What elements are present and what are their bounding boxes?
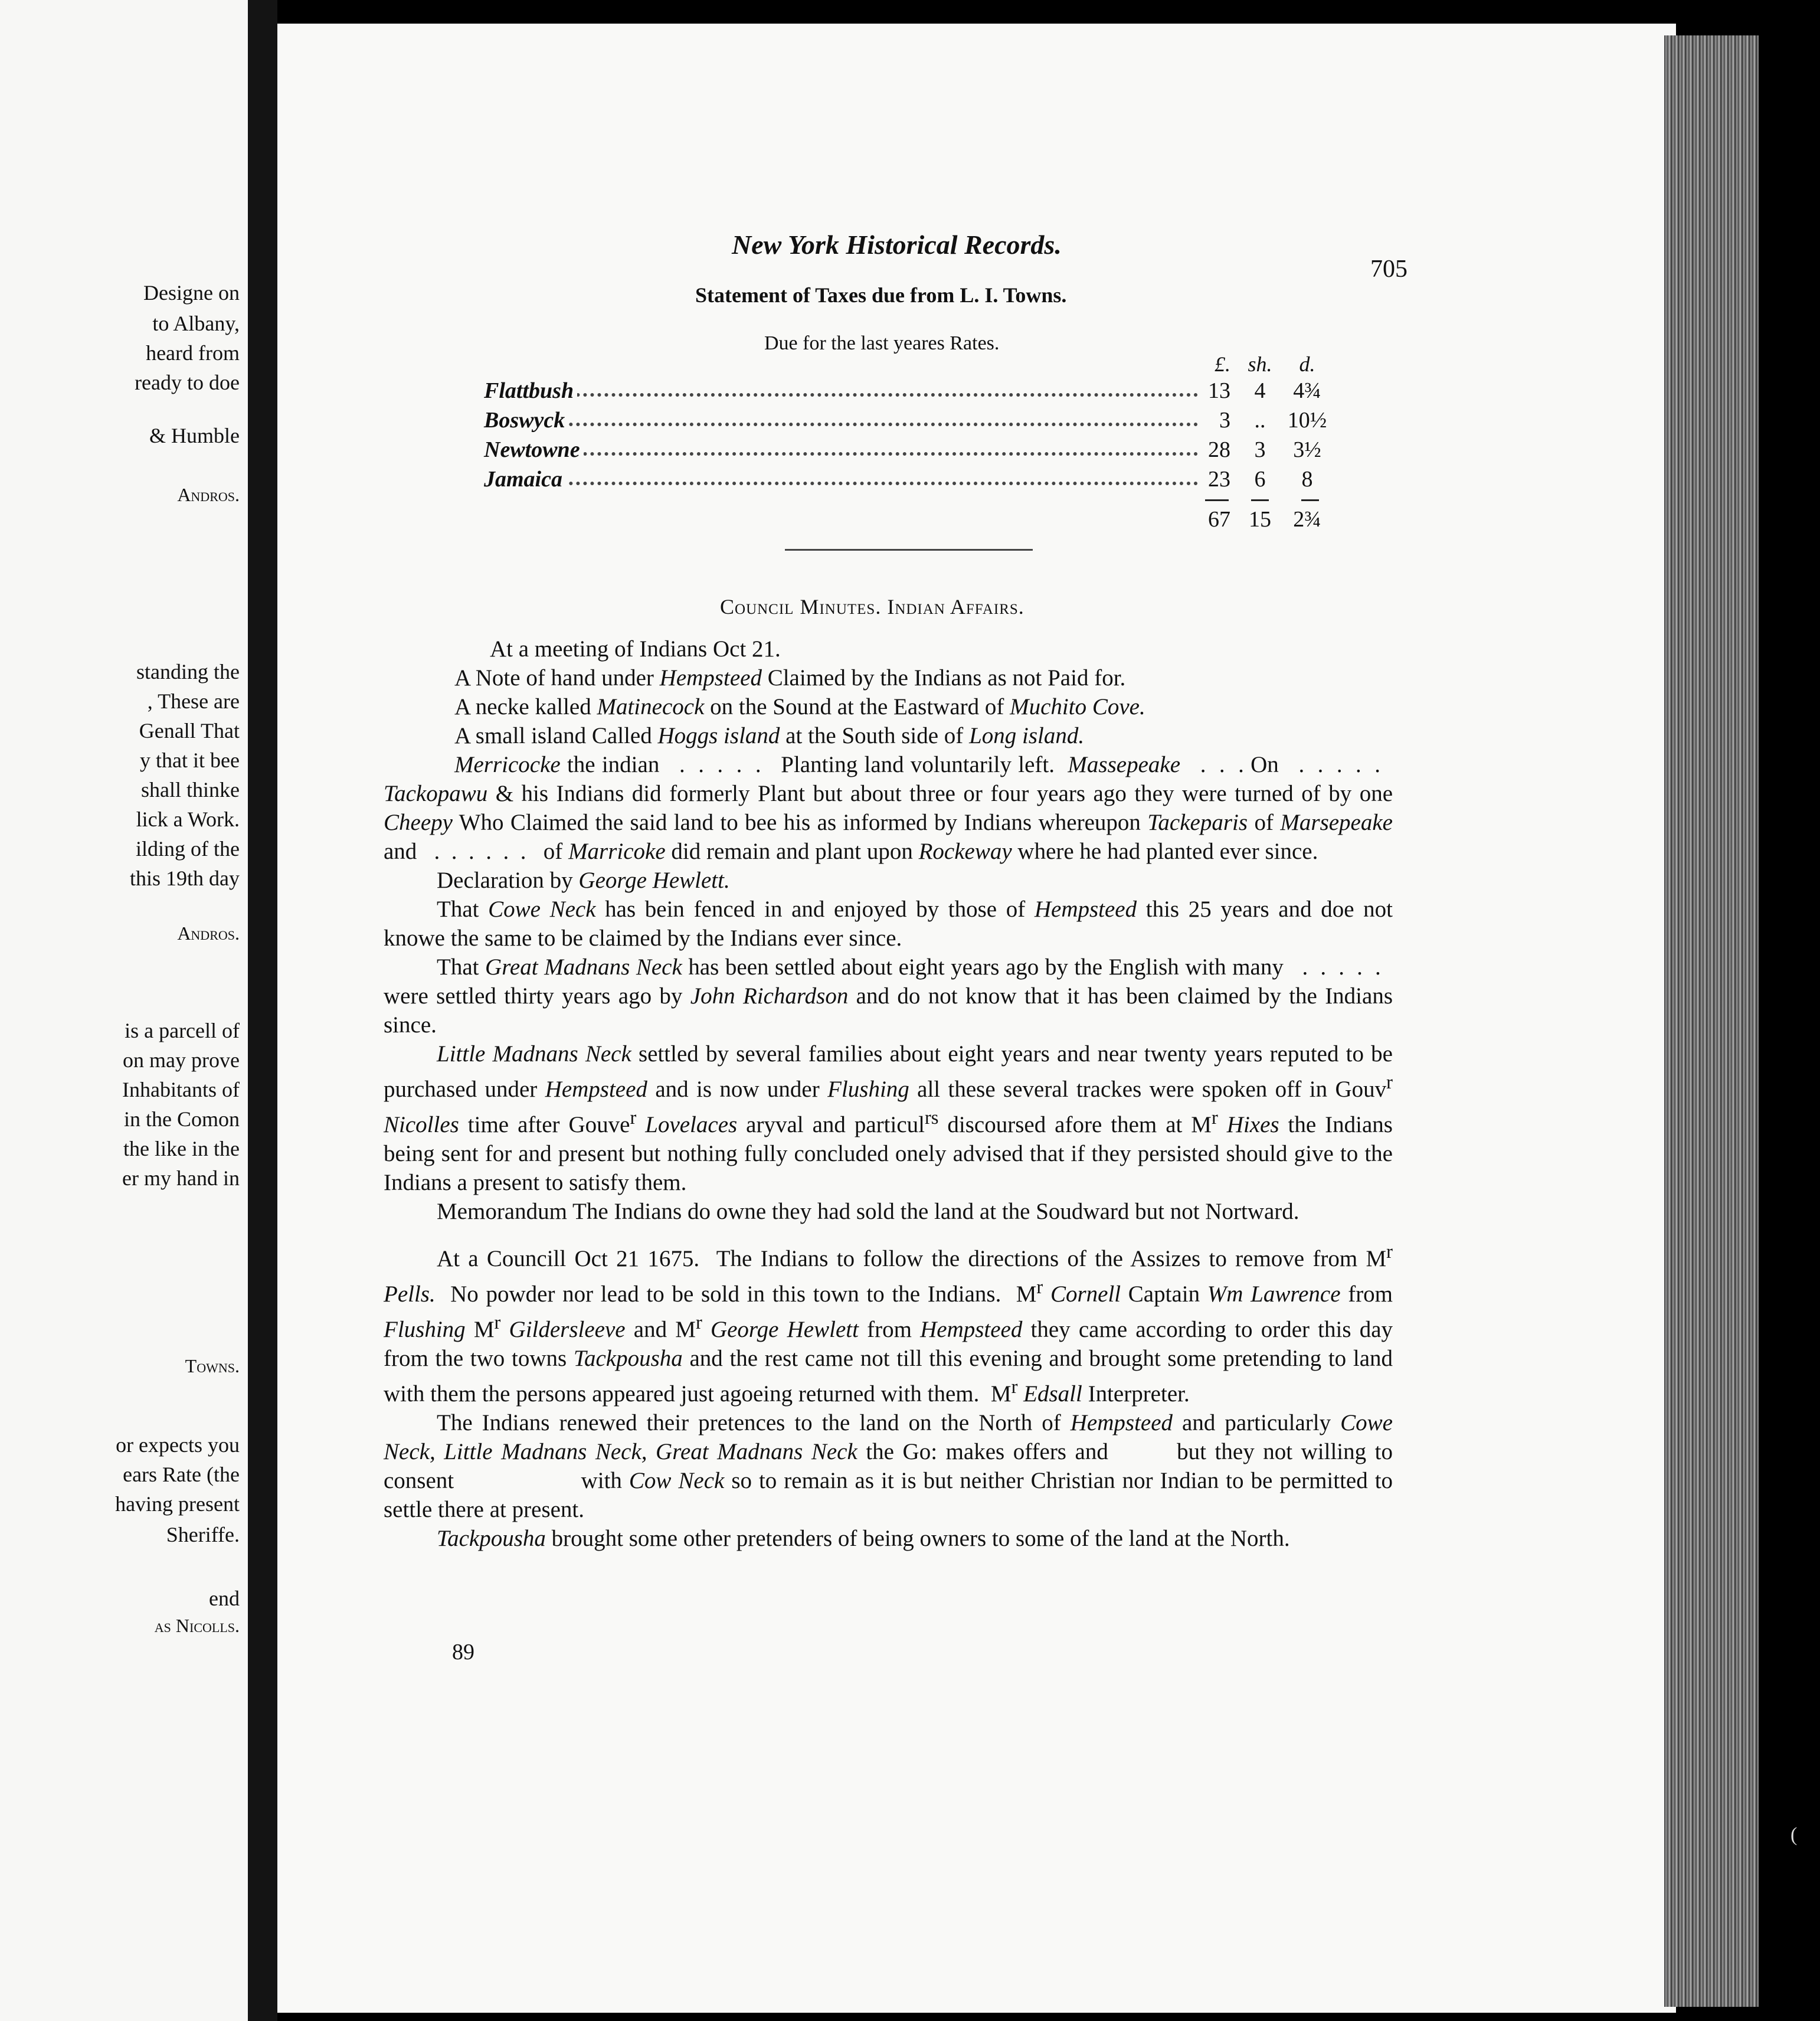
facing-page-line: in the Comon [124, 1107, 240, 1131]
page-edges [1664, 35, 1759, 2007]
pounds-value: 3 [1219, 408, 1230, 433]
facing-page-line: shall thinke [141, 778, 240, 802]
total-rule [484, 496, 1346, 506]
minutes-paragraph: A necke kalled Matinecock on the Sound at the Eastward of Muchito Cove. [454, 694, 1145, 720]
pounds-value: 28 [1208, 437, 1230, 462]
shillings-value: 6 [1254, 467, 1266, 492]
leader-dots [484, 393, 1198, 397]
pounds-value: 13 [1208, 378, 1230, 403]
statement-subtitle: Due for the last yeares Rates. [764, 332, 1000, 354]
minutes-paragraph: A small island Called Hoggs island at the South side of Long island. [454, 723, 1085, 748]
facing-page-line: er my hand in [122, 1166, 240, 1190]
council-minutes-text [384, 635, 1393, 1553]
total-shillings: 15 [1249, 507, 1271, 532]
facing-page-line: & Humble [149, 424, 240, 447]
shillings-value: .. [1254, 408, 1266, 433]
facing-page-line: the like in the [123, 1137, 240, 1160]
facing-page-line: is a parcell of [125, 1019, 240, 1042]
leader-dots [484, 452, 1198, 456]
minutes-paragraph: A Note of hand under Hempsteed Claimed by the Indians as not Paid for. [454, 665, 1126, 691]
facing-page-line: standing the [136, 660, 240, 684]
facing-page-line: Andros. [177, 484, 240, 505]
scan-border [1759, 0, 1820, 2021]
tax-row [484, 466, 1346, 496]
edge-mark: ( [1790, 1824, 1798, 1846]
town-name: Jamaica [484, 466, 566, 492]
tax-row [484, 437, 1346, 466]
tax-row [484, 407, 1346, 437]
facing-page-line: lick a Work. [136, 807, 240, 831]
facing-page-line: having present [115, 1492, 240, 1516]
shillings-value: 3 [1254, 437, 1266, 462]
section-divider [785, 549, 1033, 551]
minutes-paragraph: Declaration by George Hewlett. [437, 868, 730, 893]
facing-page-line: or expects you [116, 1433, 240, 1457]
page-number: 705 [1370, 256, 1407, 283]
facing-page-line: end [209, 1587, 240, 1610]
facing-page-line: as Nicolls. [154, 1615, 240, 1636]
facing-page-line: Inhabitants of [122, 1078, 240, 1101]
shillings-header: sh. [1248, 352, 1272, 376]
minutes-paragraph: Memorandum The Indians do owne they had sold the land at the Soudward but not Nortward. [437, 1199, 1299, 1224]
tax-total-row [484, 506, 1346, 536]
scan-border-top [1511, 0, 1820, 24]
tax-table [484, 352, 1346, 536]
facing-page-line: , These are [147, 689, 240, 713]
facing-page-line: ilding of the [136, 837, 240, 861]
tax-table-header [484, 352, 1346, 378]
minutes-paragraph: Merricocke the indian . . . . . Planting land voluntarily left. Massepeake . . . On . . . . . Tackopawu & his Indians did formerly Plant but about three or four years ago they were turned of by one Cheepy Who Claimed the said land to bee his as informed by Indians whereupon Tackeparis of Marsepeake and . . . . . . of Marricoke did remain and plant upon Rockeway where he had planted ever since. [384, 752, 1393, 864]
facing-page-line: y that it bee [140, 748, 240, 772]
facing-page-line: to Albany, [152, 312, 240, 335]
leader-dots [484, 482, 1198, 485]
total-pence: 2¾ [1293, 507, 1321, 532]
book-gutter [248, 0, 277, 2021]
facing-page-line: on may prove [123, 1048, 240, 1072]
pence-value: 8 [1301, 467, 1313, 492]
running-title: New York Historical Records. [732, 230, 1062, 260]
facing-page-line: Towns. [185, 1355, 240, 1376]
pence-value: 4¾ [1293, 378, 1321, 403]
minutes-paragraph: That Great Madnans Neck has been settled about eight years ago by the English with many . . . . . were settled thirty years ago by John Richardson and do not know that it has been claimed by the Indians since. [384, 954, 1393, 1038]
town-name: Flattbush [484, 378, 577, 404]
pounds-header: £. [1215, 352, 1230, 376]
facing-page-fragment [0, 0, 248, 2021]
pence-value: 10½ [1287, 408, 1327, 433]
signature-mark: 89 [452, 1640, 474, 1664]
pounds-value: 23 [1208, 467, 1230, 492]
pence-header: d. [1299, 352, 1315, 376]
minutes-paragraph: At a Councill Oct 21 1675. The Indians to follow the directions of the Assizes to remove from $M^r$ Pells. No powder nor lead to be sold in this town to the Indians. $M^r$ Cornell Captain Wm Lawrence from Flushing $M^r$ Gildersleeve and $M^r$ George Hewlett from Hempsteed they came according to order this day from the two towns Tackpousha and the rest came not till this evening and brought some pretending to land with them the persons appeared just agoeing returned with them. $M^r$ Edsall Interpreter. [384, 1241, 1393, 1407]
facing-page-line: this 19th day [130, 866, 240, 890]
minutes-paragraph: Tackpousha brought some other pretenders of being owners to some of the land at the North. [437, 1526, 1290, 1551]
tax-row [484, 378, 1346, 407]
facing-page-line: Genall That [139, 719, 240, 743]
facing-page-line: ready to doe [135, 371, 240, 394]
pence-value: 3½ [1293, 437, 1321, 462]
minutes-paragraph: Little Madnans Neck settled by several families about eight years and near twenty years reputed to be purchased under Hempsteed and is now under Flushing all these several trackes were spoken off in Gouv$^r$ Nicolles time after Gouve$^r$ Lovelaces aryval and particul$^{rs}$ discoursed afore them at $M^r$ Hixes the Indians being sent for and present but nothing fully concluded onely advised that if they persisted should give to the Indians a present to satisfy them. [384, 1041, 1393, 1195]
town-name: Boswyck [484, 407, 568, 433]
leader-dots [484, 423, 1198, 426]
town-name: Newtowne [484, 437, 584, 463]
facing-page-line: heard from [146, 341, 240, 365]
minutes-paragraph: At a meeting of Indians Oct 21. [490, 636, 781, 662]
section-heading: Council Minutes. Indian Affairs. [720, 595, 1024, 619]
facing-page-line: ears Rate (the [123, 1463, 240, 1486]
facing-page-line: Sheriffe. [166, 1523, 240, 1546]
facing-page-line: Designe on [143, 281, 240, 305]
minutes-paragraph: That Cowe Neck has bein fenced in and enjoyed by those of Hempsteed this 25 years and doe not knowe the same to be claimed by the Indians ever since. [384, 897, 1393, 951]
shillings-value: 4 [1254, 378, 1266, 403]
facing-page-line: Andros. [177, 923, 240, 944]
statement-title: Statement of Taxes due from L. I. Towns. [695, 283, 1067, 307]
minutes-paragraph: The Indians renewed their pretences to the land on the North of Hempsteed and particularly Cowe Neck, Little Madnans Neck, Great Madnans Neck the Go: makes offers and but they not willing to consent with Cow Neck so to remain as it is but neither Christian nor Indian to be permitted to settle there at present. [384, 1410, 1393, 1522]
total-pounds: 67 [1208, 507, 1230, 532]
